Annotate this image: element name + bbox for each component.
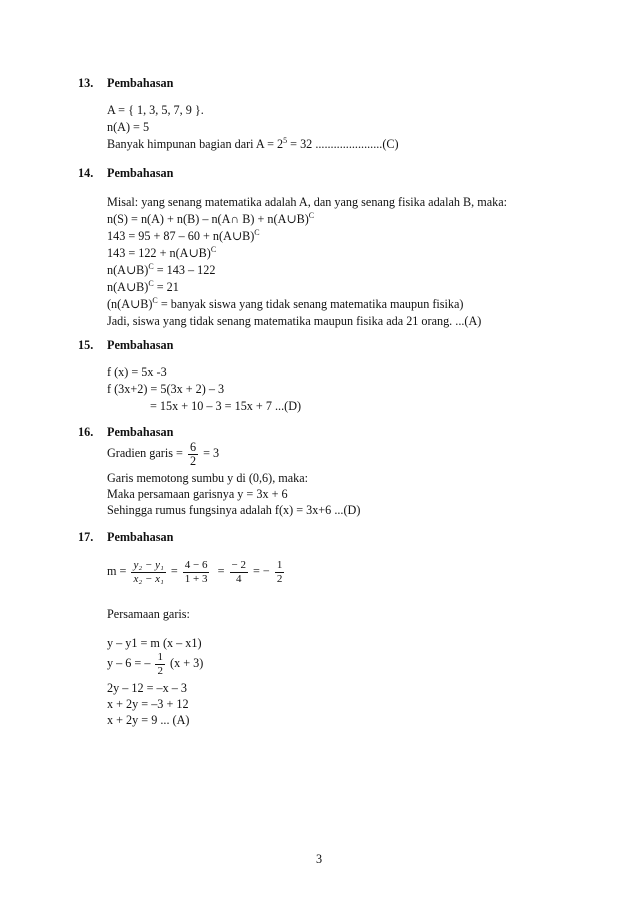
superscript: 5 — [283, 136, 288, 145]
text-content: n(S) = n(A) + n(B) – n(A∩ B) + n(A∪B) — [107, 212, 309, 226]
text-content: 2y – 12 = –x – 3 — [107, 681, 187, 695]
text-line — [107, 103, 204, 117]
text-content: Misal: yang senang matematika adalah A, dan yang senang fisika adalah B, maka: — [107, 195, 508, 209]
superscript: C — [254, 228, 260, 237]
section-title: Pembahasan — [107, 425, 174, 439]
text-line — [107, 365, 167, 379]
text-content: n(A∪B) — [107, 263, 149, 277]
text-line — [150, 399, 301, 413]
text-line — [107, 471, 308, 485]
text-content: f (x) = 5x -3 — [107, 365, 167, 379]
text-line — [107, 314, 481, 328]
fraction-denominator: x₂ − x₁ — [133, 572, 164, 585]
text-line — [107, 503, 360, 517]
text-content: (n(A∪B) — [107, 297, 153, 311]
section-title: Pembahasan — [107, 530, 174, 544]
text-line — [107, 439, 219, 468]
text-content: x + 2y = 9 ... (A) — [107, 713, 190, 727]
text-content: = 21 — [153, 280, 179, 294]
fraction — [230, 559, 248, 586]
text-content: Jadi, siswa yang tidak senang matematika maupun fisika ada 21 orang. ...(A) — [107, 314, 482, 328]
text-line — [107, 229, 260, 243]
fraction — [275, 559, 285, 586]
section-number: 16. — [78, 425, 94, 439]
text-line — [107, 137, 399, 151]
fraction-denominator: 2 — [189, 453, 197, 468]
text-content: = banyak siswa yang tidak senang matematika maupun fisika) — [157, 297, 464, 311]
superscript: C — [148, 279, 154, 288]
text-line — [107, 263, 215, 277]
fraction-denominator: 2 — [276, 572, 283, 585]
text-line — [107, 246, 216, 260]
text-content: 143 = 122 + n(A∪B) — [107, 246, 211, 260]
text-line — [107, 212, 314, 226]
formula-line — [107, 556, 286, 586]
fraction-numerator: 4 − 6 — [184, 558, 208, 571]
fraction-numerator: 1 — [276, 558, 283, 571]
text-content: = 15x + 10 – 3 = 15x + 7 ...(D) — [150, 399, 302, 413]
text-line — [107, 120, 149, 134]
fraction-denominator: 2 — [157, 664, 163, 677]
text-content: = — [170, 564, 178, 578]
text-content: y – y1 = m (x – x1) — [107, 636, 202, 650]
text-content: Maka persamaan garisnya y = 3x + 6 — [107, 487, 288, 501]
section-number: 15. — [78, 338, 94, 352]
text-content: m = — [107, 564, 127, 578]
fraction-numerator: 1 — [157, 650, 163, 663]
text-line — [107, 607, 190, 621]
text-content: Garis memotong sumbu y di (0,6), maka: — [107, 471, 309, 485]
text-content: 143 = 95 + 87 – 60 + n(A∪B) — [107, 229, 255, 243]
text-content: (x + 3) — [170, 656, 204, 670]
page-number: 3 — [315, 852, 323, 866]
text-line — [107, 382, 224, 396]
fraction — [131, 559, 165, 586]
text-line — [107, 297, 464, 311]
section-title: Pembahasan — [107, 338, 174, 352]
text-content: = 3 — [203, 446, 220, 460]
text-line — [107, 280, 179, 294]
formula-line — [107, 648, 203, 678]
fraction-denominator: 1 + 3 — [184, 572, 208, 585]
section-title: Pembahasan — [107, 166, 174, 180]
text-content: = 143 – 122 — [153, 263, 216, 277]
text-content: Sehingga rumus fungsinya adalah f(x) = 3x+6 ...(D) — [107, 503, 361, 517]
text-content: n(A∪B) — [107, 280, 149, 294]
text-line — [107, 195, 507, 209]
text-content: = — [217, 564, 225, 578]
text-content: n(A) = 5 — [107, 120, 150, 134]
fraction — [183, 559, 210, 586]
superscript: C — [148, 262, 154, 271]
text-line — [107, 487, 288, 501]
fraction-denominator: 4 — [235, 572, 242, 585]
text-content: Banyak himpunan bagian dari A = 2 — [107, 137, 284, 151]
fraction — [155, 651, 165, 678]
fraction-numerator: y₂ − y₁ — [133, 558, 164, 571]
text-content: Gradien garis = — [107, 446, 183, 460]
fraction-numerator: 6 — [189, 439, 197, 454]
text-content: y – 6 = – — [107, 656, 151, 670]
superscript: C — [308, 211, 315, 220]
fraction — [188, 441, 198, 468]
superscript: C — [152, 296, 158, 305]
section-title: Pembahasan — [107, 76, 174, 90]
text-line — [107, 681, 187, 695]
text-content: A = { 1, 3, 5, 7, 9 }. — [107, 103, 204, 117]
text-content: Persamaan garis: — [107, 607, 190, 621]
section-number: 17. — [78, 530, 94, 544]
text-line — [107, 697, 189, 711]
text-content: = − — [253, 564, 270, 578]
text-content: = 32 ......................(C) — [287, 137, 399, 151]
text-content: x + 2y = –3 + 12 — [107, 697, 189, 711]
text-content: f (3x+2) = 5(3x + 2) – 3 — [107, 382, 225, 396]
text-line — [107, 713, 189, 727]
fraction-numerator: − 2 — [231, 558, 246, 571]
superscript: C — [210, 245, 217, 254]
section-number: 14. — [78, 166, 94, 180]
section-number: 13. — [78, 76, 94, 90]
